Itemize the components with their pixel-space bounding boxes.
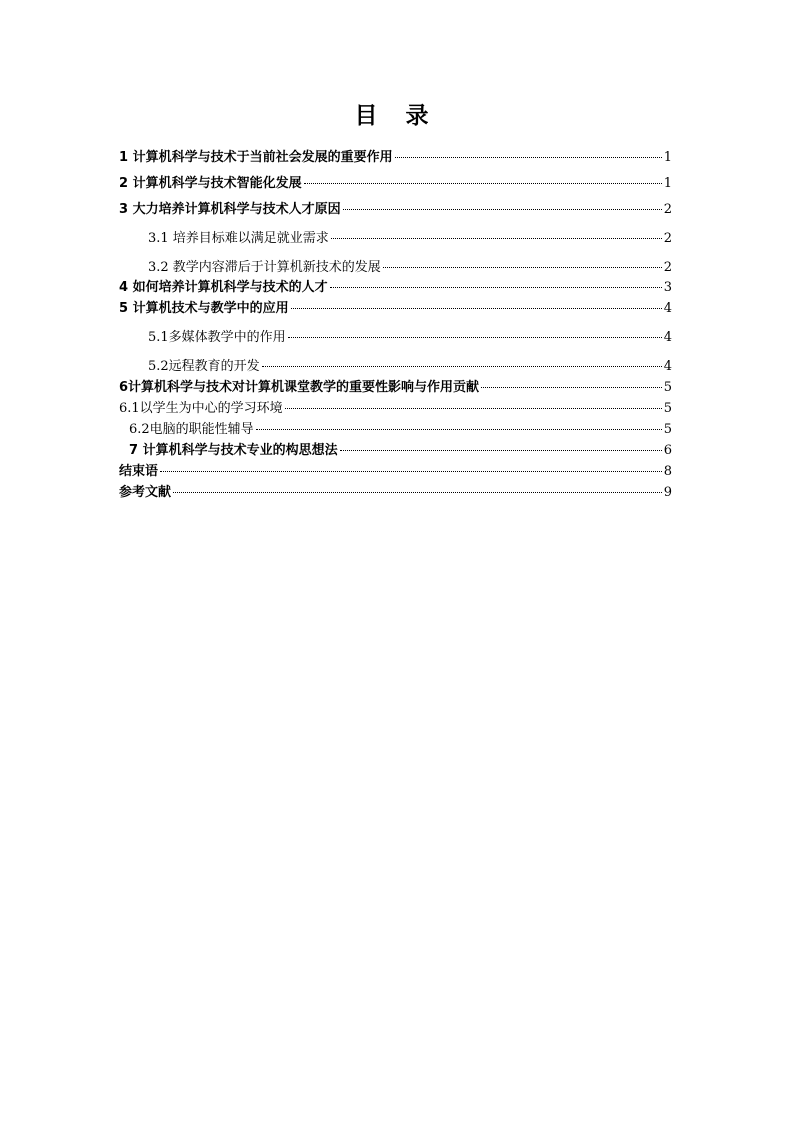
toc-entry-label: 5.2远程教育的开发 [148, 359, 260, 374]
toc-entry-page: 4 [663, 301, 672, 316]
dot-leader [288, 337, 662, 338]
toc-entry[interactable] [148, 259, 672, 277]
toc-entry-label: 结束语 [119, 464, 159, 479]
toc-entry[interactable] [119, 484, 672, 502]
toc-entry-label: 2 计算机科学与技术智能化发展 [119, 176, 302, 191]
dot-leader [262, 366, 662, 367]
toc-entry[interactable] [129, 421, 672, 439]
toc-entry-label: 1 计算机科学与技术于当前社会发展的重要作用 [119, 150, 393, 165]
page-title: 目 录 [354, 103, 439, 129]
dot-leader [343, 209, 662, 210]
toc-entry-page: 8 [663, 464, 672, 479]
toc-entry[interactable] [119, 279, 672, 297]
dot-leader [481, 387, 662, 388]
toc-entry-page: 1 [663, 176, 672, 191]
toc-entry-label: 3.1 培养目标难以满足就业需求 [148, 231, 329, 246]
toc-entry[interactable] [119, 463, 672, 481]
toc-entry-page: 2 [663, 231, 672, 246]
dot-leader [256, 429, 662, 430]
dot-leader [383, 267, 662, 268]
dot-leader [331, 238, 662, 239]
toc-entry-label: 3 大力培养计算机科学与技术人才原因 [119, 202, 341, 217]
toc-entry[interactable] [129, 442, 672, 460]
toc-entry[interactable] [148, 329, 672, 347]
toc-entry-page: 4 [663, 359, 672, 374]
toc-entry-label: 5 计算机技术与教学中的应用 [119, 301, 289, 316]
toc-entry-page: 5 [663, 401, 672, 416]
toc-entry[interactable] [148, 358, 672, 376]
table-of-contents [119, 0, 672, 520]
toc-entry-label: 6计算机科学与技术对计算机课堂教学的重要性影响与作用贡献 [119, 380, 480, 395]
dot-leader [330, 287, 662, 288]
toc-entry-page: 2 [663, 202, 672, 217]
toc-entry[interactable] [119, 149, 672, 167]
toc-entry-page: 5 [663, 380, 672, 395]
toc-entry-page: 3 [663, 280, 672, 295]
toc-entry[interactable] [119, 379, 672, 397]
toc-entry-page: 4 [663, 330, 672, 345]
toc-entry-label: 6.2电脑的职能性辅导 [129, 422, 254, 437]
toc-entry-page: 5 [663, 422, 672, 437]
toc-entry[interactable] [148, 230, 672, 248]
dot-leader [304, 183, 662, 184]
toc-entry-label: 4 如何培养计算机科学与技术的人才 [119, 280, 328, 295]
toc-entry[interactable] [119, 175, 672, 193]
toc-entry-label: 6.1以学生为中心的学习环境 [119, 401, 283, 416]
dot-leader [340, 450, 662, 451]
dot-leader [160, 471, 662, 472]
dot-leader [173, 492, 662, 493]
toc-entry-page: 6 [663, 443, 672, 458]
toc-entry[interactable] [119, 201, 672, 219]
toc-entry-label: 5.1多媒体教学中的作用 [148, 330, 286, 345]
toc-entry-label: 7 计算机科学与技术专业的构思想法 [129, 443, 338, 458]
toc-entry-page: 9 [663, 485, 672, 500]
toc-entry-page: 1 [663, 150, 672, 165]
dot-leader [285, 408, 662, 409]
dot-leader [291, 308, 662, 309]
toc-entry-label: 参考文献 [119, 485, 172, 500]
dot-leader [395, 157, 662, 158]
toc-entry[interactable] [119, 300, 672, 318]
toc-entry-page: 2 [663, 260, 672, 275]
toc-entry-label: 3.2 教学内容滞后于计算机新技术的发展 [148, 260, 381, 275]
toc-entry[interactable] [119, 400, 672, 418]
